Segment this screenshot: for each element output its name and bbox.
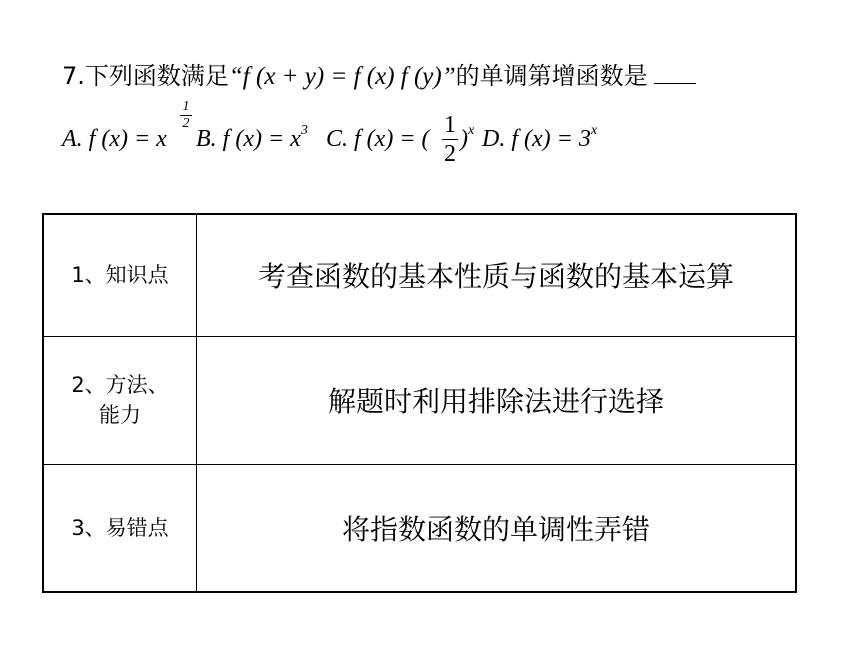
option-c-text: C. f (x) = ( xyxy=(326,126,430,152)
table-row xyxy=(43,464,796,592)
option-c xyxy=(326,126,430,153)
option-a-exponent xyxy=(180,100,192,131)
row-label: 3、易错点 xyxy=(43,464,197,592)
option-b-text: B. f (x) = x xyxy=(196,126,301,152)
analysis-table xyxy=(42,213,797,593)
row-content: 解题时利用排除法进行选择 xyxy=(197,336,797,464)
option-c-exp: x xyxy=(468,123,475,138)
row-content: 考查函数的基本性质与函数的基本运算 xyxy=(197,214,797,336)
option-a-exp-num: 1 xyxy=(182,99,190,114)
question-text: 下列函数满足 xyxy=(84,62,229,90)
option-c-close xyxy=(460,123,475,153)
question-equation: “f (x + y) = f (x) f (y)” xyxy=(228,63,456,90)
question-suffix: 的单调第增函数是 xyxy=(455,62,648,90)
answer-blank xyxy=(654,63,696,84)
row-label xyxy=(43,336,197,464)
option-d xyxy=(482,123,598,153)
table-row xyxy=(43,336,796,464)
option-a-exp-den: 2 xyxy=(182,116,190,131)
option-b-exp: 3 xyxy=(300,123,308,138)
option-b xyxy=(196,123,308,153)
row-label-line: 能力 xyxy=(99,403,141,427)
option-d-text: D. f (x) = 3 xyxy=(482,126,591,152)
question-number: 7. xyxy=(62,62,85,90)
option-a xyxy=(62,126,167,153)
row-label-line: 2、方法、 xyxy=(71,373,169,397)
option-c-frac-num: 1 xyxy=(444,112,456,138)
question-line xyxy=(62,56,696,91)
option-a-text: A. f (x) = x xyxy=(62,126,167,152)
table-row xyxy=(43,214,796,336)
row-label: 1、知识点 xyxy=(43,214,197,336)
option-c-fraction xyxy=(442,112,458,167)
option-d-exp: x xyxy=(590,123,598,138)
option-c-close-paren: ) xyxy=(460,126,468,152)
option-c-frac-den: 2 xyxy=(444,141,456,167)
row-content: 将指数函数的单调性弄错 xyxy=(197,464,797,592)
